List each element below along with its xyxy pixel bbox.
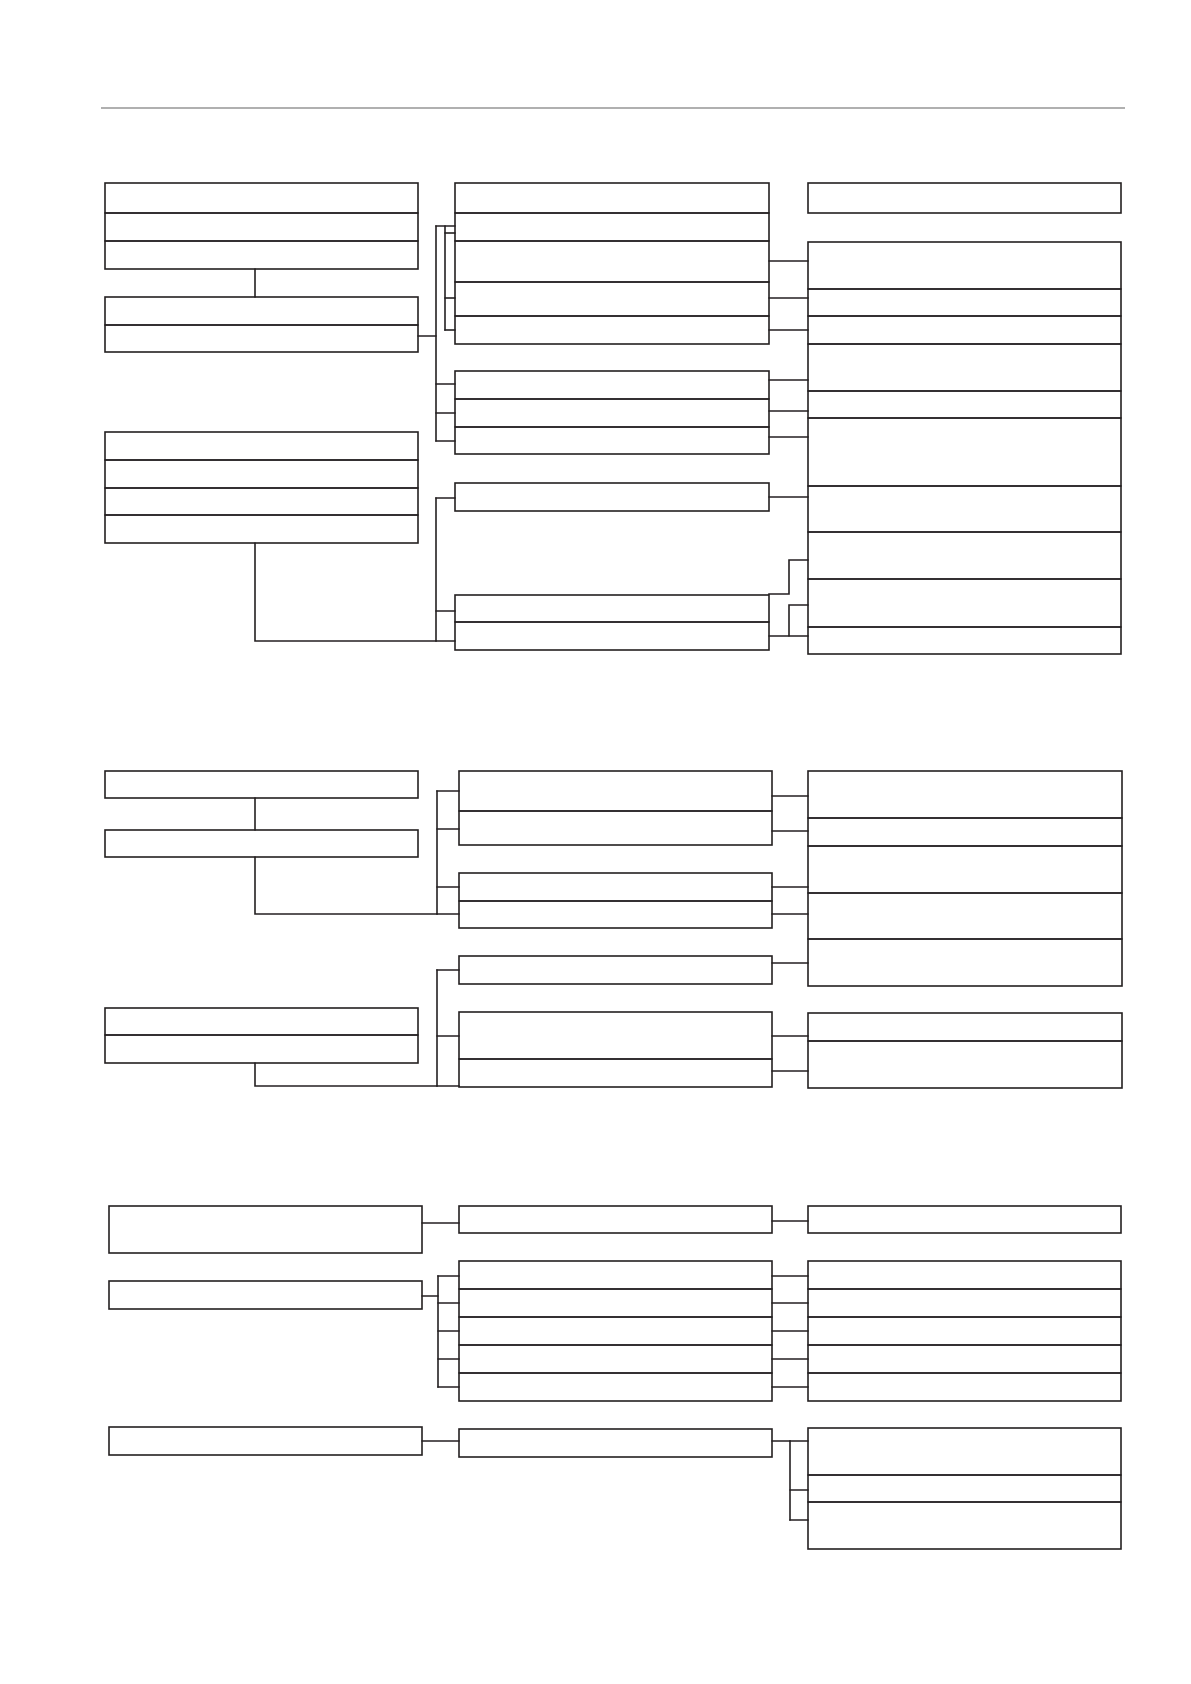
diagram-box-s3-c2-g23-1 xyxy=(459,1429,772,1457)
boxes-layer xyxy=(105,183,1122,1549)
diagram-box-s2-c3-g16-3 xyxy=(808,846,1122,893)
diagram-box-s1-c2-g6-2 xyxy=(455,622,769,650)
diagram-box-s1-c1-g2-1 xyxy=(105,432,418,460)
diagram-box-s1-c2-g5-1 xyxy=(455,483,769,511)
diagram-box-s1-c1-g2-2 xyxy=(105,460,418,488)
diagram-box-s1-c2-g3-5 xyxy=(455,316,769,344)
connector-line-34 xyxy=(255,1063,437,1086)
diagram-box-s3-c1-g18-1 xyxy=(109,1206,422,1253)
diagram-box-s3-c1-g20-1 xyxy=(109,1427,422,1455)
diagram-box-s3-c3-g25-5 xyxy=(808,1373,1121,1401)
diagram-box-s1-c3-g8-2 xyxy=(808,289,1121,316)
diagram-box-s3-c3-g25-3 xyxy=(808,1317,1121,1345)
diagram-box-s2-c1-g11-1 xyxy=(105,1008,418,1035)
diagram-box-s3-c3-g25-2 xyxy=(808,1289,1121,1317)
diagram-box-s3-c2-g22-5 xyxy=(459,1373,772,1401)
diagram-box-s1-c3-g8-1 xyxy=(808,242,1121,289)
diagram-box-s2-c3-g16-2 xyxy=(808,818,1122,846)
diagram-box-s1-c2-g4-3 xyxy=(455,427,769,454)
diagram-box-s2-c1-g11-2 xyxy=(105,1035,418,1063)
diagram-box-s3-c2-g22-3 xyxy=(459,1317,772,1345)
diagram-box-s1-c1-g2-3 xyxy=(105,488,418,515)
diagram-box-s1-c2-g4-2 xyxy=(455,399,769,427)
diagram-box-s3-c3-g25-4 xyxy=(808,1345,1121,1373)
diagram-box-s1-c3-g8-6 xyxy=(808,418,1121,486)
diagram-box-s3-c1-g19-1 xyxy=(109,1281,422,1309)
diagram-box-s1-c3-g8-3 xyxy=(808,316,1121,344)
diagram-box-s2-c2-g12-1 xyxy=(459,771,772,811)
diagram-box-s2-c2-g13-2 xyxy=(459,901,772,928)
diagram-box-s2-c1-g10-1 xyxy=(105,830,418,857)
diagram-box-s1-c1-g0-3 xyxy=(105,241,418,269)
diagram-box-s2-c3-g16-4 xyxy=(808,893,1122,939)
diagram-box-s3-c3-g25-1 xyxy=(808,1261,1121,1289)
diagram-box-s1-c3-g7-1 xyxy=(808,183,1121,213)
diagram-box-s1-c3-g8-10 xyxy=(808,627,1121,654)
diagram-box-s1-c3-g8-5 xyxy=(808,391,1121,418)
diagram-box-s3-c2-g21-1 xyxy=(459,1206,772,1233)
diagram-box-s1-c2-g4-1 xyxy=(455,371,769,399)
connector-line-28 xyxy=(255,857,437,914)
diagram-box-s1-c2-g3-4 xyxy=(455,282,769,316)
diagram-box-s2-c3-g16-5 xyxy=(808,939,1122,986)
diagram-box-s2-c1-g9-1 xyxy=(105,771,418,798)
diagram-box-s1-c2-g3-1 xyxy=(455,183,769,213)
diagram-box-s1-c3-g8-4 xyxy=(808,344,1121,391)
diagram-box-s2-c2-g14-1 xyxy=(459,956,772,984)
diagram-box-s3-c2-g22-1 xyxy=(459,1261,772,1289)
diagram-box-s2-c3-g17-1 xyxy=(808,1013,1122,1041)
diagram-box-s1-c1-g1-1 xyxy=(105,297,418,325)
diagram-box-s1-c1-g1-2 xyxy=(105,325,418,352)
diagram-box-s2-c2-g15-2 xyxy=(459,1059,772,1087)
diagram-box-s2-c3-g17-2 xyxy=(808,1041,1122,1088)
diagram-box-s1-c2-g3-3 xyxy=(455,241,769,282)
diagram-box-s1-c1-g0-2 xyxy=(105,213,418,241)
diagram-box-s1-c3-g8-7 xyxy=(808,486,1121,532)
diagram-box-s1-c3-g8-8 xyxy=(808,532,1121,579)
diagram-box-s2-c2-g12-2 xyxy=(459,811,772,845)
connector-line-26 xyxy=(789,605,808,636)
diagram-box-s3-c2-g22-2 xyxy=(459,1289,772,1317)
diagram-box-s2-c3-g16-1 xyxy=(808,771,1122,818)
diagram-box-s1-c2-g3-2 xyxy=(455,213,769,241)
connector-line-12 xyxy=(255,543,436,641)
diagram-box-s3-c2-g22-4 xyxy=(459,1345,772,1373)
diagram-box-s3-c3-g26-1 xyxy=(808,1428,1121,1475)
diagram-box-s1-c1-g2-4 xyxy=(105,515,418,543)
diagram-box-s3-c3-g26-2 xyxy=(808,1475,1121,1502)
diagram-box-s2-c2-g15-1 xyxy=(459,1012,772,1059)
diagram-box-s1-c1-g0-1 xyxy=(105,183,418,213)
diagram-box-s1-c2-g6-1 xyxy=(455,595,769,622)
connector-line-24 xyxy=(769,560,808,594)
diagram-box-s2-c2-g13-1 xyxy=(459,873,772,901)
diagram-box-s3-c3-g24-1 xyxy=(808,1206,1121,1233)
diagram-box-s3-c3-g26-3 xyxy=(808,1502,1121,1549)
diagram-box-s1-c3-g8-9 xyxy=(808,579,1121,627)
